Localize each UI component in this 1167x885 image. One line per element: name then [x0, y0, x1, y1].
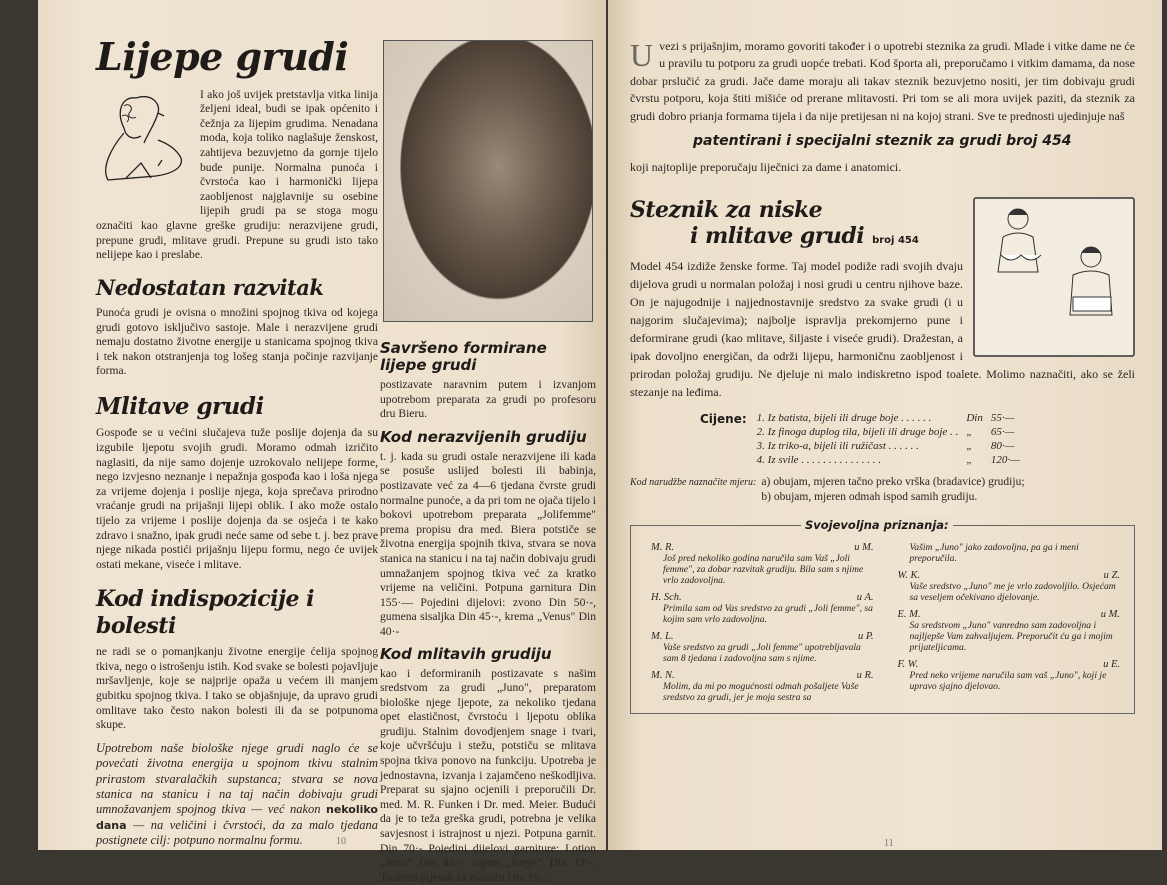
order-option-b: b) obujam, mjeren odmah ispod samih grudiju.	[761, 490, 1024, 505]
heading-mlitavih: Kod mlitavih grudiju	[380, 646, 596, 663]
prices-table	[753, 411, 1024, 467]
paragraph-mlitave: Gospođe se u većini slučajeva tuže poslije dojenja da su izgubile ljepotu svojih grudi. Moramo odmah izričito naglasiti, da nije samo dojenje uzrokovalo nelijepe forme, nego izvjesno neznanje i nepažnja gospođa kao i loša njega za vrijeme dojenja i poslije njega, koja sprečava prirodno vraćanje grudi na prijašnji lijepi oblik. I ako može ostalo tijelo za vrijeme i poslije dojenja da se osjeća i te kako zdravo i snažno, ipak grudi neće same od sebe t. j. bez prave njege nikada postići prijašnju lijepu formu, nego će uvijek ostati mekane, viseće i mlitave.	[96, 426, 378, 572]
prices-label: Cijene:	[700, 411, 747, 428]
testimonials-title: Svojevoljna priznanja:	[801, 517, 953, 533]
middle-column	[380, 340, 596, 885]
paragraph-mlitavih: kao i deformiranih postizavate s našim sredstvom za grudi „Juno", preparatom biološke njege ljepote, za nekoliko tjedana opet elastičnost, čvrstoću i ljepotu oblika grudiju. Stalnim dovodjenjem snage i tvari, koje učvršćuju i stežu, potstiču se mlitava spojna tkiva ponovo na funkciju. Upotreba je jednostavna, izvanja i zajamčeno neškodljiva. Preparat su sjajno ocjenili i preporučili Dr. med. M. R. Funken i Dr. med. Meier. Budući da je to teža greška grudi, potrebna je velika savjesnost i istrajnost u njezi. Potpuna garnit. Din 70·- Pojedini dijelovi garniture: Lotion „Juno" Din 45·-, sapun „Regis" Din 12·-, Toaletni pijesak za masažu Din 15·-.	[380, 667, 596, 885]
testimonials-box	[630, 525, 1135, 714]
paragraph-nerazvijenih: t. j. kada su grudi ostale nerazvijene ili kada se posuše uslijed bolesti ili babinja, postizavate već za 4—6 tjedana čvrste grudi normalne punoće, a da pri tom ne ojača tijelo i bokovi upotrebom preparata „Jolifemme" prema propisu dra med. Biera potstiče se životna energija spojnih tkiva, stvara se nova stanica na stanicu i na taj način dobivaju grudi umnažanjem spojnog tkiva već za kratko vrijeme na veličini. Potpuna garnitura Din 155·— Pojedini dijelovi: zvono Din 50·-, gumena sisaljka Din 45·-, krema „Venus" Din 40·-	[380, 450, 596, 640]
order-instructions	[630, 475, 1135, 505]
paragraph-intro-block	[630, 38, 1135, 125]
testimonial: H. Sch. u A. Primila sam od Vas sredstvo za grudi „Joli femme", sa kojim sam vrlo zadovoljna.	[651, 592, 874, 625]
paragraph-intro: vezi s prijašnjim, moramo govoriti također i o upotrebi steznika za grudi. Mlade i vitke dame ne će u pravilu tu potporu za grudi uopće trebati. Kod športa ali, preporučamo i vitkim damama, da nose dobar prslučić za grudi. Jače dame moraju ali takav steznik bezuvjetno nositi, jer tim dobivaju grudi čvrstu potporu, koja štiti mišiće od prerane mlitavosti. Pri tom se ali mora uvijek paziti, da steznik za grudi dobro prianja formama tijela i da nije pretijesan ni na kojoj strani. Sve te prednosti ujedinjuje naš	[630, 39, 1135, 123]
price-row: 3. Iz triko-a, bijeli ili ružičast . . . . . . „ 80·—	[753, 439, 1024, 453]
portrait-photo	[383, 40, 593, 322]
order-options	[761, 475, 1024, 505]
heading-mlitave-grudi: Mlitave grudi	[96, 393, 378, 421]
heading-nedostatan-razvitak: Nedostatan razvitak	[96, 275, 378, 300]
heading-nerazvijenih: Kod nerazvijenih grudiju	[380, 429, 596, 446]
drop-cap: U	[630, 40, 653, 70]
testimonials-left-column	[651, 536, 874, 703]
page-title: Lijepe grudi	[96, 34, 378, 80]
testimonial: F. W. u E. Pred neko vrijeme naručila sam vaš „Juno", koji je upravo sjajno djelovao.	[898, 659, 1121, 692]
intro-paragraph-1: I ako još uvijek pretstavlja vitka linija željeni ideal, budi se ipak općenito i čežnja za lijepim grudima. Nenadana moda, koja toliko naglašuje ženskost, zahtijeva bezuvjetno da gornje tijelo bude punije. Normalna punoća i čvrstoća kao i harmonički lijepa zaobljenost najglavnije su osebine lijepih grudi	[200, 88, 378, 218]
heading-indispozicije-bolesti: Kod indispozicije i bolesti	[96, 586, 378, 639]
heading-steznik-line1: Steznik za niske	[630, 197, 1135, 223]
testimonial: M. L. u P. Vaše sredstvo za grudi „Joli femme" upotrebljavala sam 8 tjedana i zadovoljna sam s njime.	[651, 631, 874, 664]
left-page	[38, 0, 606, 850]
order-option-a: a) obujam, mjeren tačno preko vrška (bradavice) grudiju;	[761, 475, 1024, 490]
paragraph-savrseno: postizavate naravnim putem i izvanjom upotrebom preparata za grudi po profesoru dru Bieru.	[380, 378, 596, 422]
paragraph-italic-promo: Upotrebom naše biološke njege grudi naglo će se povećati životna energija u spojnom tkivu stalnim prirastom stvaralačkih supstanca; stvara se nova stanica na stanicu i na taj način dobivaju grudi umnožavanjem spojnog tkiva — već nakon nekoliko dana — na veličini i čvrstoći, da za malo tjedana postignete cilj: potpuno normalnu formu.	[96, 741, 378, 849]
testimonial: W. K. u Z. Vaše sredstvo „Juno" me je vrlo zadovoljilo. Osjećam sa veseljem očekivano djelovanje.	[898, 570, 1121, 603]
intro-block	[96, 88, 378, 263]
paragraph-bolesti: ne radi se o pomanjkanju životne energije ćelija spojnog tkiva, nego o istrošenju istih. Kod svake se bolesti pojavljuje mršavljenje, koje se najprije opaža u većem ili manjem gubitku spojnog tkiva. I tako se objašnjuje, da upravo grudi omlitave tako često nakon bolesti ili da se potpunoma skupe.	[96, 645, 378, 733]
woman-sketch-illustration	[96, 88, 194, 206]
left-column	[96, 34, 378, 849]
right-page	[608, 0, 1162, 850]
heading-savrseno-formirane: Savršeno formirane lijepe grudi	[380, 340, 596, 374]
page-number: 10	[336, 836, 346, 847]
price-row: 1. Iz batista, bijeli ili druge boje . . . . . . Din 55·—	[753, 411, 1024, 425]
heading-steznik-line2: i mlitave grudi	[690, 223, 864, 249]
paragraph-model: Model 454 izdiže ženske forme. Taj model podiže radi svojih dvaju dijelova grudi u normalan položaj i nosi grudi u centru njihove baze. On je najugodnije i najjednostavnije sredstvo za svake grudi (i u najgorim slučajevima); najbolje ispravlja prekomjerno pune i deformirane grudi (kao mlitave, šiljaste i viseće grudi). Dražestan, a ipak dovoljno energičan, da održi lijepu, harmoničnu zaobljenost i prirodan položaj grudiju. Ne djeluje ni malo indiskretno ispod toalete. Molimo naznačiti, ako se želi stezanje na leđima.	[630, 257, 1135, 401]
heading-broj: broj 454	[872, 235, 919, 246]
testimonials-right-column	[898, 536, 1121, 703]
corset-illustration	[973, 197, 1135, 357]
testimonial: M. N. u R. Molim, da mi po mogućnosti odmah pošaljete Vaše sredstvo za grudi, jer je moja sestra sa	[651, 670, 874, 703]
prices-block	[700, 411, 1135, 467]
paragraph-after: koji najtoplije preporučaju liječnici za dame i anatomici.	[630, 160, 1135, 175]
order-label: Kod narudžbe naznačite mjeru:	[630, 475, 756, 505]
page-number: 11	[884, 838, 894, 849]
testimonial-continuation: Vašim „Juno" jako zadovoljna, pa ga i meni preporučila.	[898, 542, 1121, 564]
paragraph-nedostatan: Punoća grudi je ovisna o množini spojnog tkiva od kojega grudi gotovo isključivo sastoje. Male i nerazvijene grudi nemaju dostatno životne energije u stanicama spojnog tkiva i tek nakon otstranjenja tog lošeg stanja počinje razvijanje forma.	[96, 306, 378, 379]
testimonial: E. M. u M. Sa sredstvom „Juno" vanredno sam zadovoljna i najljepše Vam zahvaljujem. Preporučit ću ga i mojim prijateljicama.	[898, 609, 1121, 653]
right-column	[630, 38, 1135, 714]
testimonial: M. R. u M. Još pred nekoliko godina naručila sam Vaš „Joli femme", za dobar razvitak grudiju. Bila sam s njime vrlo zadovoljna.	[651, 542, 874, 586]
price-row: 2. Iz finoga duplog tila, bijeli ili druge boje . . „ 65·—	[753, 425, 1024, 439]
price-row: 4. Iz svile . . . . . . . . . . . . . . . „ 120·—	[753, 453, 1024, 467]
steznik-section	[630, 197, 1135, 402]
bold-product-line: patentirani i specijalni steznik za grudi broj 454	[693, 133, 1135, 150]
intro-paragraph-2: pa se stoga mogu označiti kao glavne greške grudiju: nerazvijene grudi, prepune grudi, mlitave grudi. Prepune su grudi isto tako nelijepe kao i preslabe.	[96, 204, 378, 261]
